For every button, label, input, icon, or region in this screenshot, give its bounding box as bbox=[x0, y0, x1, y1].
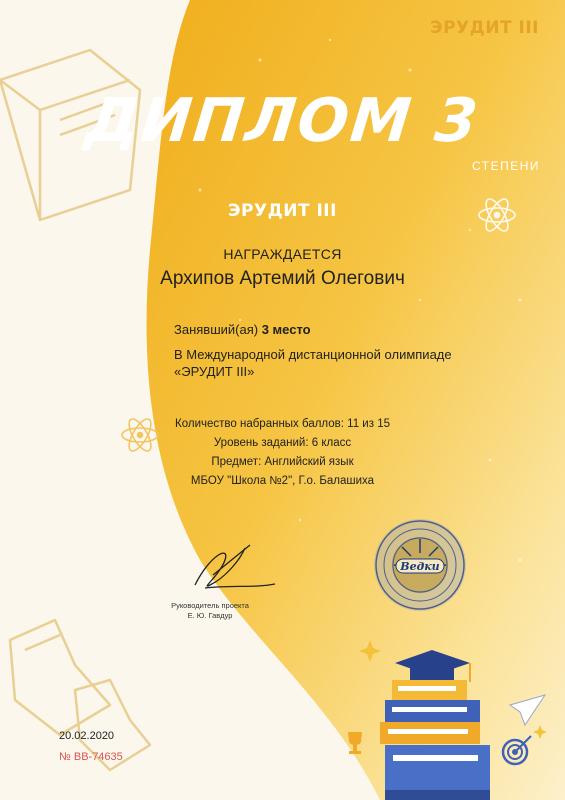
signature-caption bbox=[150, 601, 270, 621]
diploma-title: ДИПЛОМ 3 bbox=[82, 86, 483, 156]
level-line: Уровень заданий: 6 класс bbox=[213, 437, 352, 449]
recipient-name: Архипов Артемий Олегович bbox=[160, 268, 405, 289]
olympiad-name: ЭРУДИТ III bbox=[228, 201, 337, 221]
signature-name: Е. Ю. Гавдур bbox=[187, 611, 233, 620]
issue-date: 20.02.2020 bbox=[59, 730, 115, 742]
score-line: Количество набранных баллов: 11 из 15 bbox=[175, 418, 390, 430]
signature-role: Руководитель проекта bbox=[171, 601, 249, 610]
stamp-text bbox=[380, 555, 460, 575]
place-value: 3 место bbox=[261, 322, 311, 337]
result-details bbox=[0, 415, 565, 491]
olympiad-desc-line: В Международной дистанционной олимпиаде bbox=[174, 347, 452, 362]
flask-sketch-icon bbox=[10, 620, 150, 770]
olympiad-description bbox=[174, 346, 504, 380]
school-line: МБОУ "Школа №2", Г.о. Балашиха bbox=[190, 475, 375, 487]
place-prefix: Занявший(ая) bbox=[174, 322, 262, 337]
diploma-number: № ВВ-74635 bbox=[59, 751, 123, 763]
subject-line: Предмет: Английский язык bbox=[211, 456, 354, 468]
olympiad-desc-line: «ЭРУДИТ III» bbox=[174, 364, 255, 379]
stamp-label: Ведки bbox=[400, 560, 440, 573]
awarded-label: НАГРАЖДАЕТСЯ bbox=[223, 246, 342, 262]
place-line bbox=[174, 322, 311, 337]
brand-logo-text: ЭРУДИТ III bbox=[430, 18, 539, 38]
degree-label: СТЕПЕНИ bbox=[471, 159, 540, 173]
